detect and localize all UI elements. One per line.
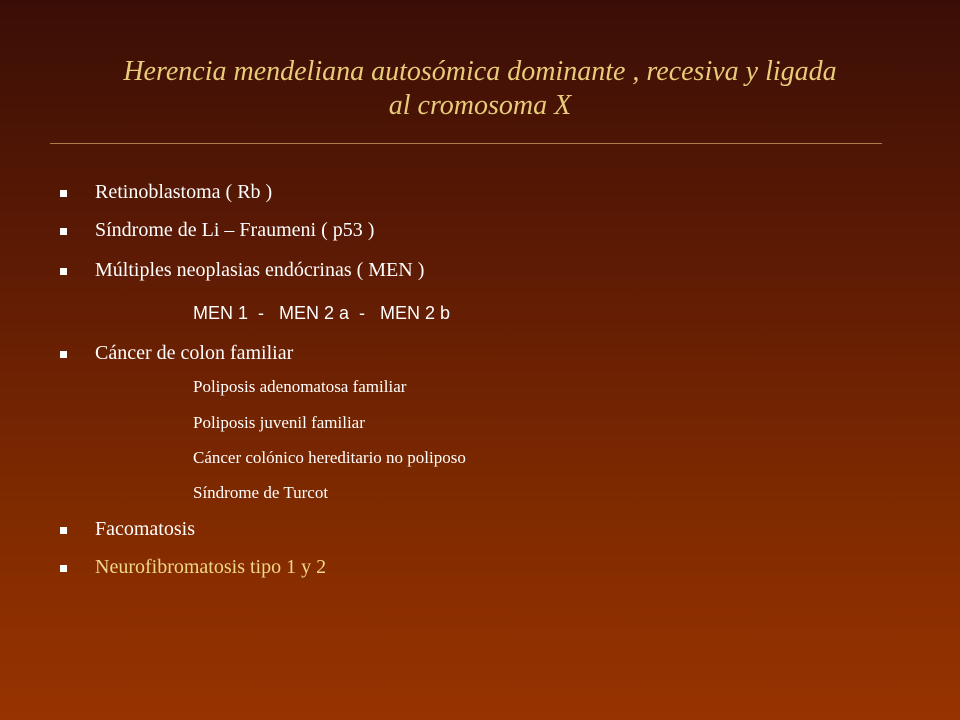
sub-item-hnpcc: Cáncer colónico hereditario no poliposo (193, 448, 466, 467)
slide-title (50, 55, 910, 123)
list-item-label: Cáncer de colon familiar (95, 342, 294, 364)
list-item-label: Múltiples neoplasias endócrinas ( MEN ) (95, 259, 425, 281)
list-item-label: Facomatosis (95, 518, 195, 540)
title-line-2: al cromosoma X (388, 90, 572, 121)
square-bullet-icon (60, 351, 67, 358)
square-bullet-icon (60, 565, 67, 572)
title-divider (50, 143, 882, 144)
sub-item-juvenile-polyposis: Poliposis juvenil familiar (193, 413, 365, 432)
square-bullet-icon (60, 228, 67, 235)
list-item-label: Neurofibromatosis tipo 1 y 2 (95, 556, 327, 578)
list-item-label: Retinoblastoma ( Rb ) (95, 181, 273, 203)
list-item-label: Síndrome de Li – Fraumeni ( p53 ) (95, 219, 375, 241)
men-subtypes: MEN 1 - MEN 2 a - MEN 2 b (193, 303, 451, 323)
sub-item-adenomatous-polyposis: Poliposis adenomatosa familiar (193, 377, 407, 396)
square-bullet-icon (60, 268, 67, 275)
square-bullet-icon (60, 190, 67, 197)
square-bullet-icon (60, 527, 67, 534)
sub-item-turcot: Síndrome de Turcot (193, 483, 329, 502)
title-line-1: Herencia mendeliana autosómica dominante , recesiva y ligada (123, 56, 837, 87)
